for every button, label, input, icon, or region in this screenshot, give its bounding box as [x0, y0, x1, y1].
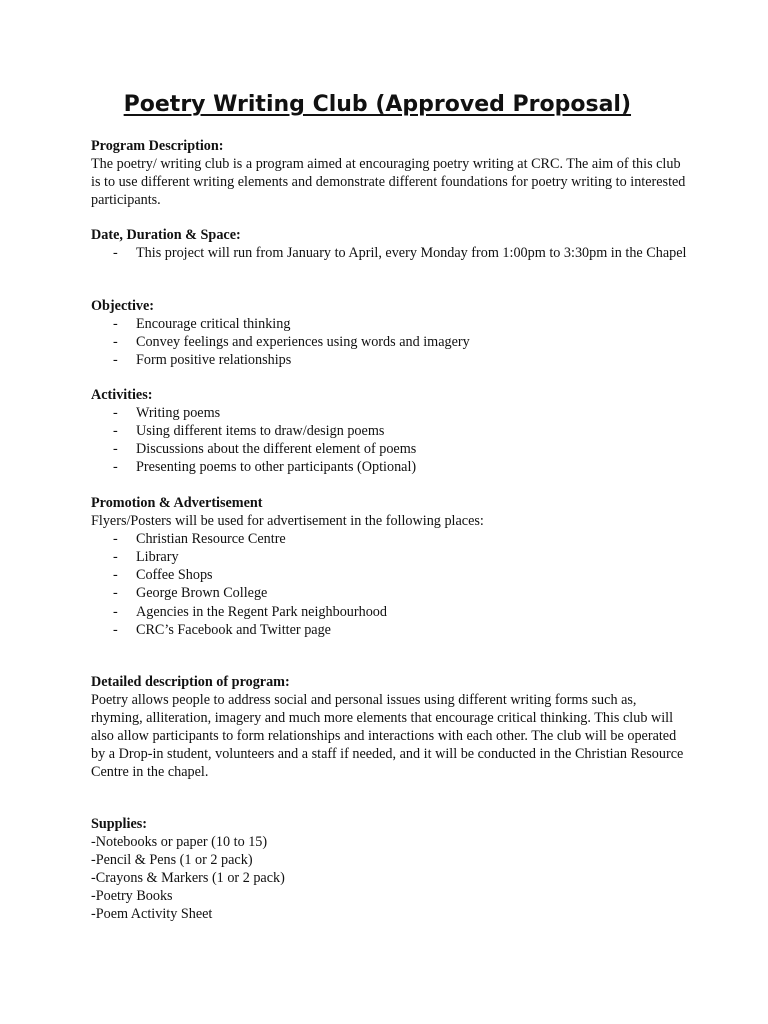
section-program-description: [91, 137, 691, 209]
dash-bullet: -: [113, 316, 118, 333]
list-item-text: Form positive relationships: [136, 352, 292, 369]
list-item-text: Christian Resource Centre: [136, 531, 286, 548]
supplies-list: [91, 833, 691, 923]
objective-list: [91, 315, 691, 369]
detailed-description-text: Poetry allows people to address social and personal issues using different writing forms such as, rhyming, alliteration, imagery and much more elements that encourage critical thinking. This club will also allow participants to form relationships and interactions with each other. The club will be operated by a Drop-in student, volunteers and a staff if needed, and it will be conducted in the Christian Resource Centre in the chapel.: [91, 692, 684, 781]
section-heading-detailed-description: Detailed description of program:: [91, 674, 290, 690]
dash-bullet: -: [113, 549, 118, 566]
dash-bullet: -: [113, 567, 118, 584]
section-heading-objective: Objective:: [91, 298, 155, 314]
list-item: -Pencil & Pens (1 or 2 pack): [91, 852, 253, 869]
section-heading-program-description: Program Description:: [91, 138, 224, 154]
dash-bullet: -: [113, 405, 118, 422]
list-item-text: This project will run from January to April, every Monday from 1:00pm to 3:30pm in the Chapel: [136, 245, 687, 262]
list-item: -Poem Activity Sheet: [91, 906, 213, 923]
list-item-text: Convey feelings and experiences using words and imagery: [136, 334, 470, 351]
page-title: [90, 91, 680, 119]
activities-list: [91, 404, 691, 476]
date-duration-list: [91, 244, 691, 262]
section-heading-promotion: Promotion & Advertisement: [91, 495, 263, 511]
list-item: [91, 422, 691, 440]
section-activities: [91, 386, 691, 476]
list-item-text: Library: [136, 549, 179, 566]
list-item-text: George Brown College: [136, 585, 268, 602]
dash-bullet: -: [113, 245, 118, 262]
list-item-text: Discussions about the different element of poems: [136, 441, 417, 458]
section-promotion: [91, 494, 691, 639]
list-item: [91, 404, 691, 422]
list-item-text: CRC’s Facebook and Twitter page: [136, 621, 331, 638]
list-item-text: Writing poems: [136, 405, 221, 422]
section-detailed-description: [91, 673, 691, 782]
list-item: [91, 603, 691, 621]
dash-bullet: -: [113, 585, 118, 602]
dash-bullet: -: [113, 441, 118, 458]
list-item: -Poetry Books: [91, 888, 173, 905]
dash-bullet: -: [113, 352, 118, 369]
list-item: [91, 440, 691, 458]
promotion-intro-text: Flyers/Posters will be used for advertisement in the following places:: [91, 513, 484, 530]
dash-bullet: -: [113, 603, 118, 620]
dash-bullet: -: [113, 621, 118, 638]
list-item-text: Agencies in the Regent Park neighbourhood: [136, 603, 387, 620]
section-objective: [91, 297, 691, 369]
list-item: -Notebooks or paper (10 to 15): [91, 834, 268, 851]
list-item: [91, 315, 691, 333]
page-title-text: Poetry Writing Club (Approved Proposal): [123, 92, 632, 117]
list-item: [91, 244, 691, 262]
section-heading-supplies: Supplies:: [91, 816, 147, 832]
promotion-list: [91, 530, 691, 639]
program-description-text: The poetry/ writing club is a program aimed at encouraging poetry writing at CRC. The aim of this club is to use different writing elements and demonstrate different foundations for poetry writing to interested participants.: [91, 156, 686, 209]
list-item: [91, 458, 691, 476]
list-item: [91, 548, 691, 566]
list-item-text: Using different items to draw/design poems: [136, 423, 385, 440]
section-heading-date-duration: Date, Duration & Space:: [91, 227, 241, 243]
list-item-text: Coffee Shops: [136, 567, 213, 584]
list-item-text: Encourage critical thinking: [136, 316, 291, 333]
list-item: -Crayons & Markers (1 or 2 pack): [91, 870, 285, 887]
section-heading-activities: Activities:: [91, 387, 153, 403]
section-date-duration: [91, 226, 691, 262]
list-item: [91, 566, 691, 584]
dash-bullet: -: [113, 334, 118, 351]
list-item-text: Presenting poems to other participants (Optional): [136, 459, 417, 476]
list-item: [91, 621, 691, 639]
list-item: [91, 333, 691, 351]
list-item: [91, 530, 691, 548]
list-item: [91, 351, 691, 369]
list-item: [91, 584, 691, 602]
dash-bullet: -: [113, 423, 118, 440]
section-supplies: [91, 815, 691, 924]
dash-bullet: -: [113, 531, 118, 548]
dash-bullet: -: [113, 459, 118, 476]
